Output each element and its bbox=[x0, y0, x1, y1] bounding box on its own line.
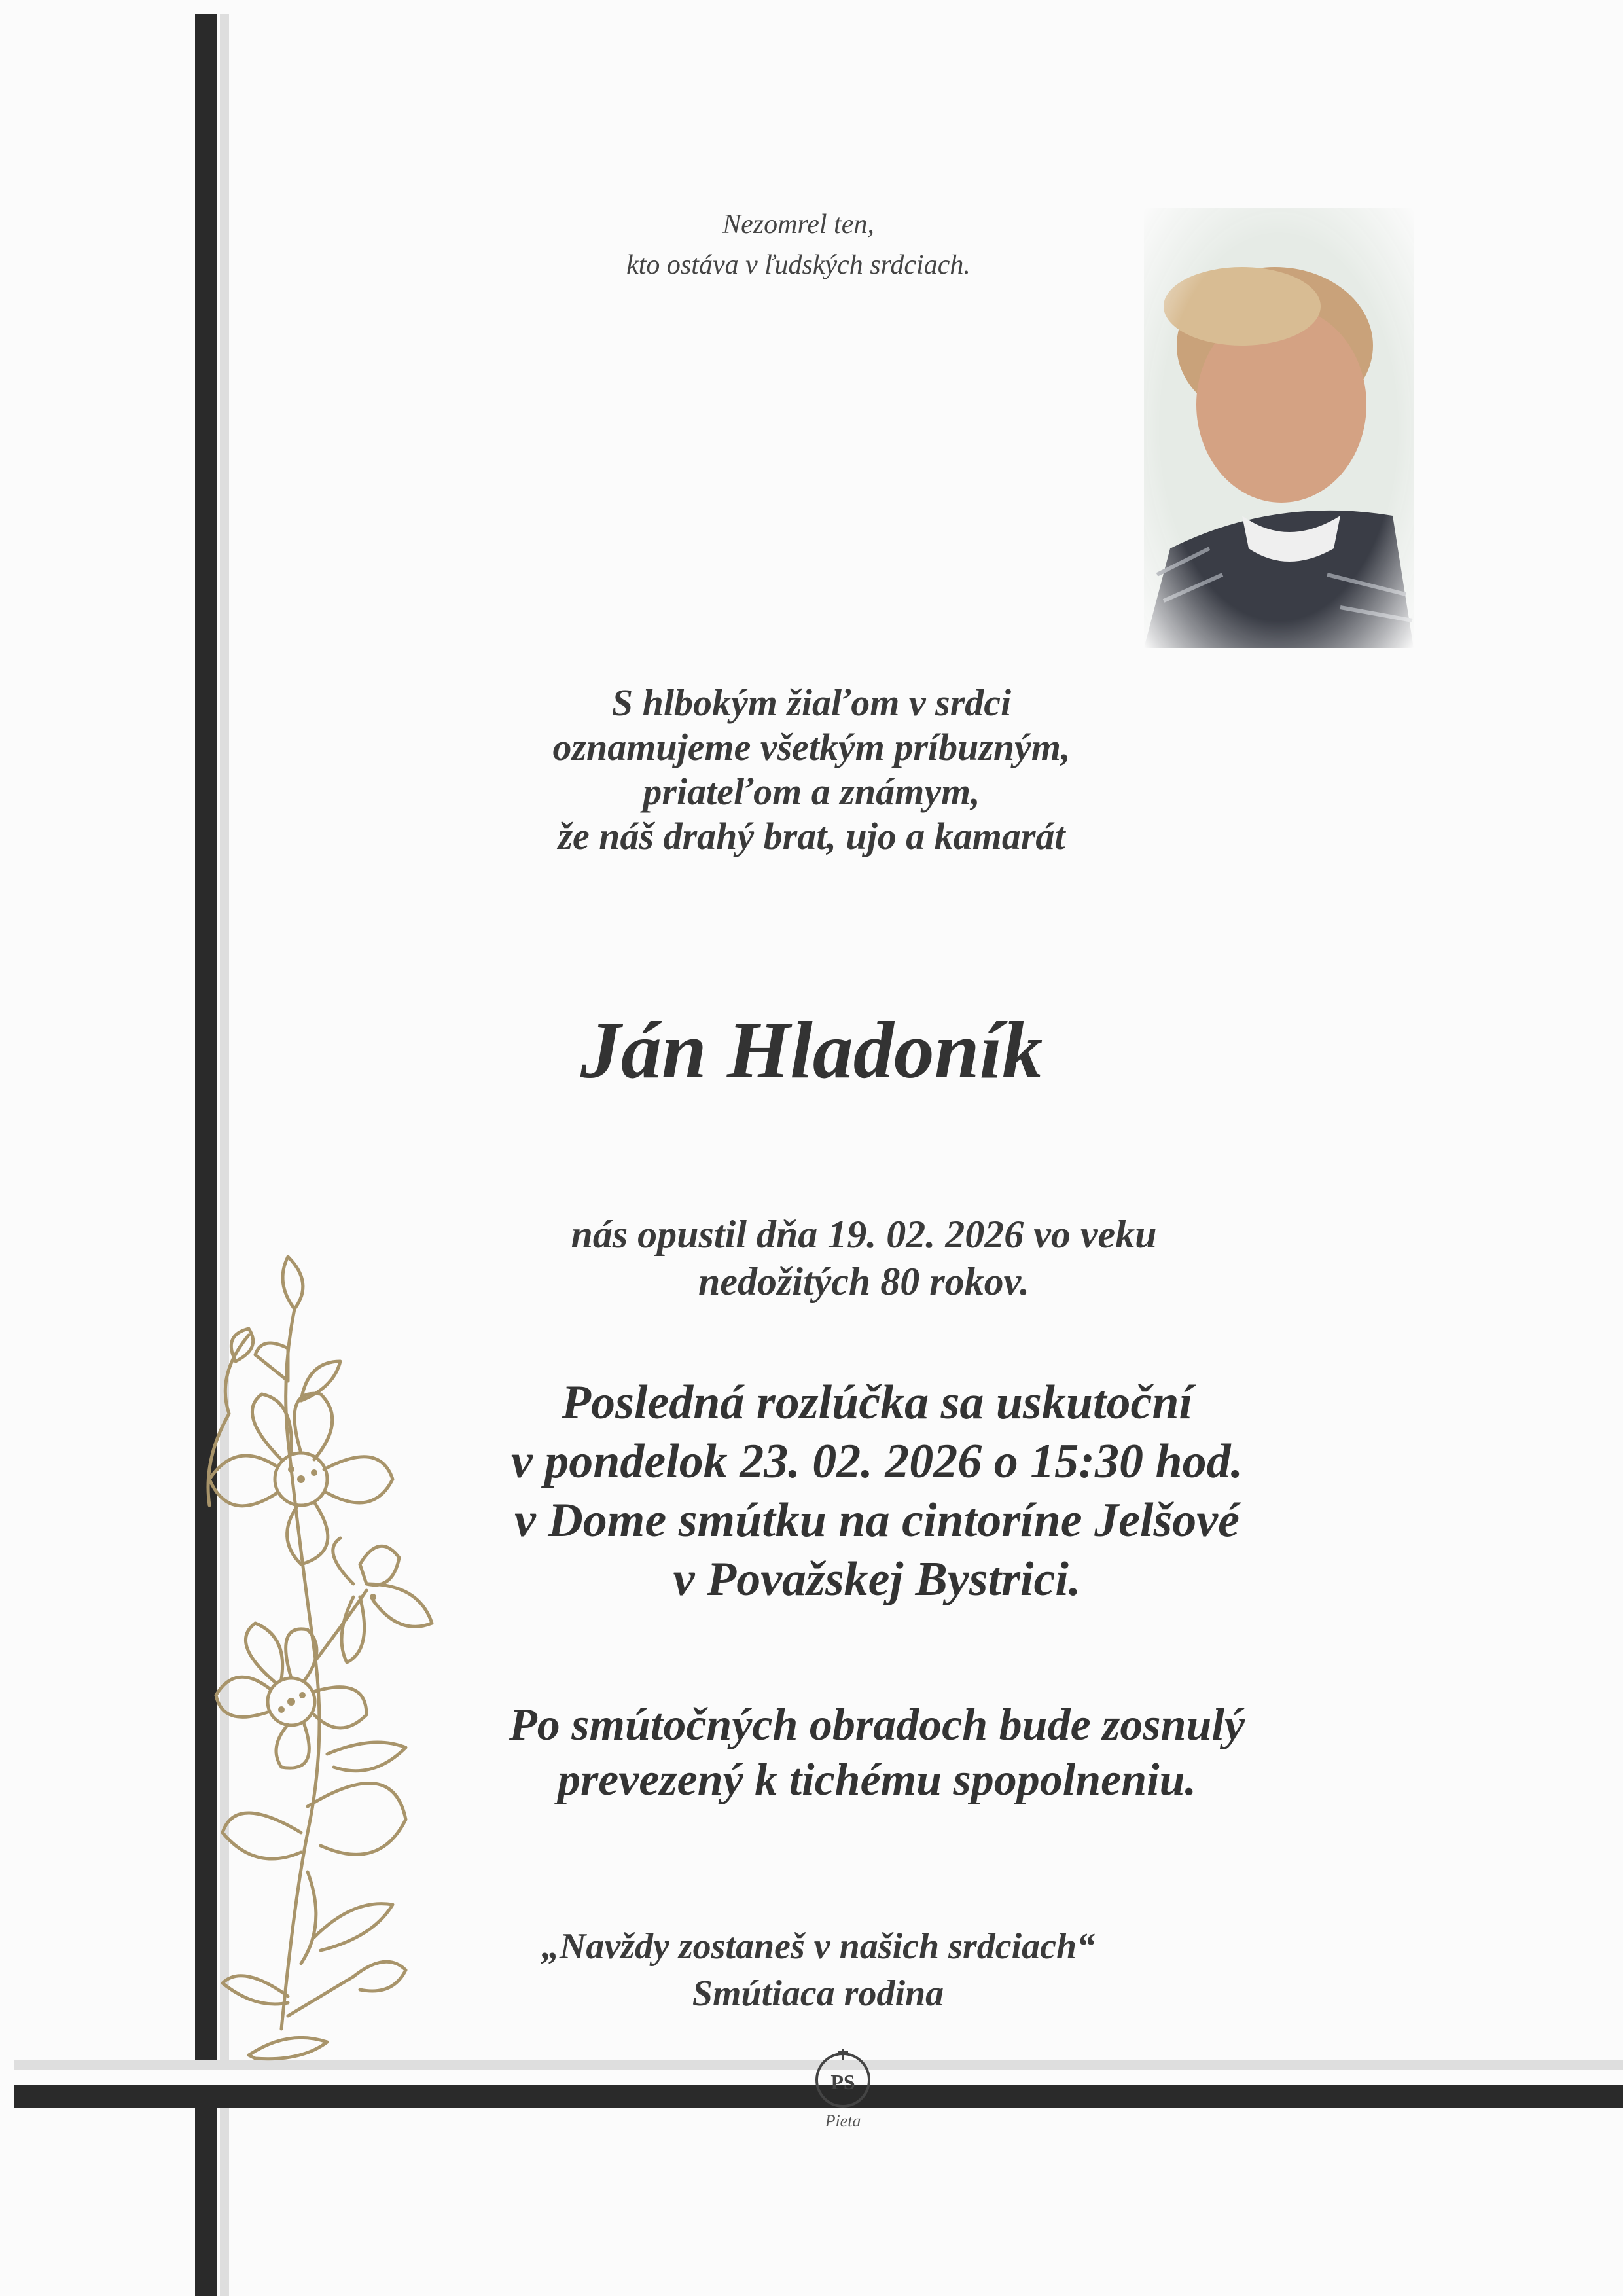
farewell-line: Posledná rozlúčka sa uskutoční bbox=[561, 1376, 1193, 1429]
closing-signature: Smútiaca rodina bbox=[692, 1973, 944, 2014]
motto-line: Nezomrel ten, bbox=[722, 209, 874, 240]
portrait-photo bbox=[1144, 208, 1414, 648]
announcement-line: oznamujeme všetkým príbuzným, bbox=[552, 726, 1071, 768]
motto bbox=[497, 204, 1099, 285]
after-line: Po smútočných obradoch bude zosnulý bbox=[509, 1700, 1245, 1750]
pieta-logo bbox=[810, 2045, 876, 2110]
announcement-line: že náš drahý brat, ujo a kamarát bbox=[558, 815, 1065, 857]
flower-branch-icon bbox=[157, 1244, 497, 2068]
death-info bbox=[393, 1211, 1335, 1305]
deceased-name: Ján Hladoník bbox=[580, 1005, 1043, 1095]
death-line: nás opustil dňa 19. 02. 2026 vo veku bbox=[571, 1213, 1157, 1256]
motto-line: kto ostáva v ľudských srdciach. bbox=[626, 250, 971, 280]
closing-quote: „Navždy zostaneš v našich srdciach“ bbox=[541, 1926, 1096, 1967]
closing bbox=[393, 1923, 1243, 2017]
svg-text:PS: PS bbox=[830, 2070, 855, 2094]
announcement bbox=[340, 681, 1283, 859]
announcement-line: S hlbokým žiaľom v srdci bbox=[611, 681, 1012, 724]
pieta-logo-text: Pieta bbox=[825, 2111, 861, 2130]
farewell-line: v pondelok 23. 02. 2026 o 15:30 hod. bbox=[510, 1435, 1243, 1488]
death-line: nedožitých 80 rokov. bbox=[698, 1260, 1030, 1303]
farewell-line: v Dome smútku na cintoríne Jelšové bbox=[514, 1494, 1240, 1547]
after-line: prevezený k tichému spopolneniu. bbox=[557, 1755, 1197, 1805]
farewell-line: v Považskej Bystrici. bbox=[673, 1552, 1081, 1606]
announcement-line: priateľom a známym, bbox=[643, 770, 980, 813]
